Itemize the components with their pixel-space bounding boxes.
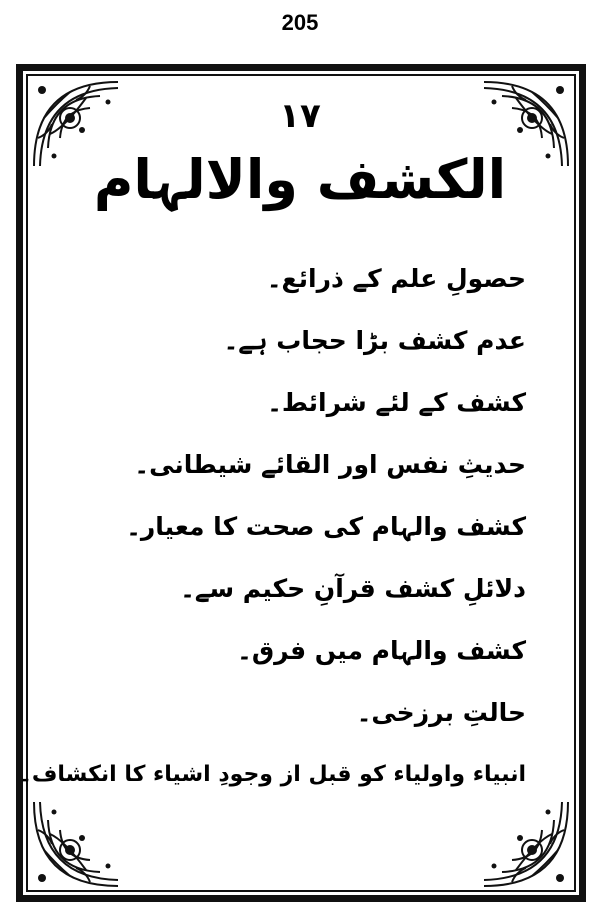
topic-item: کشف والہام کی صحت کا معیار۔ [126,512,526,541]
topic-item: انبیاء واولیاء کو قبل از وجودِ اشیاء کا انکشاف۔ [18,762,526,787]
topic-item: دلائلِ کشف قرآنِ حکیم سے۔ [180,574,526,603]
chapter-title: الکشف والالہام [93,148,507,211]
corner-ornament-bottom-right [480,798,572,890]
topic-item: حدیثِ نفس اور القائے شیطانی۔ [134,450,526,479]
topic-list [18,248,526,806]
corner-ornament-bottom-left [30,798,122,890]
topic-item: حالتِ برزخی۔ [356,698,526,727]
topic-item: عدم کشف بڑا حجاب ہے۔ [223,326,526,355]
topic-item: کشف والہام میں فرق۔ [237,636,526,665]
chapter-number: ۱۷ [279,96,321,136]
topic-item: کشف کے لئے شرائط۔ [267,388,526,417]
topic-item: حصولِ علم کے ذرائع۔ [266,264,526,293]
page-number: 205 [281,10,319,35]
